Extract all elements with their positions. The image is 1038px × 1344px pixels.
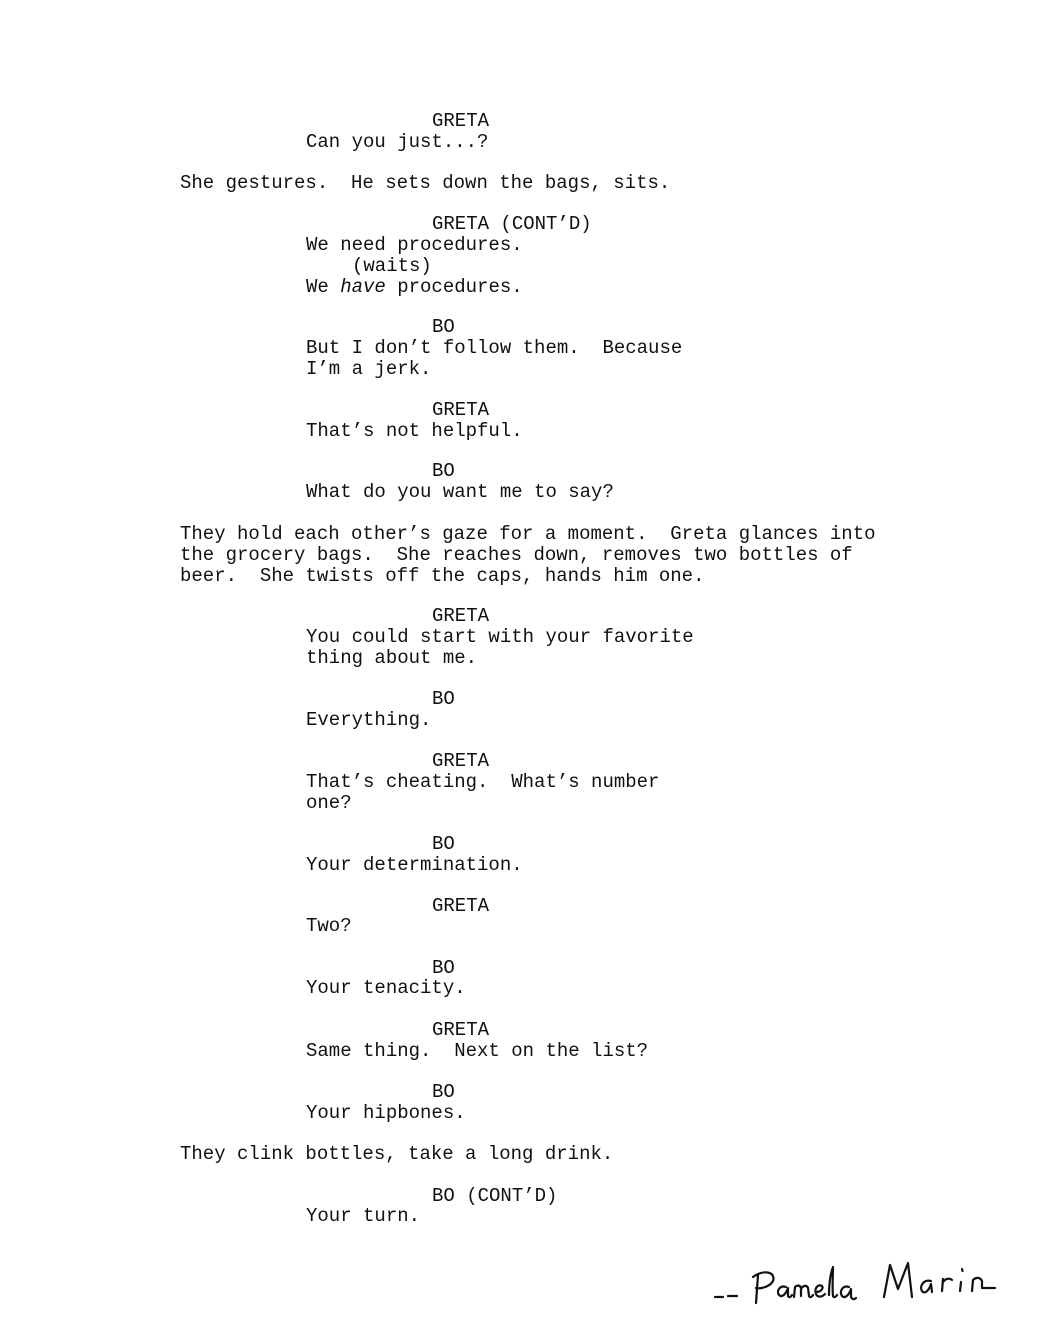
dialogue-line: one?: [306, 792, 352, 814]
character-cue: BO: [432, 460, 455, 482]
dialogue-line: That’s not helpful.: [306, 420, 523, 442]
dialogue-line: [306, 277, 523, 298]
character-cue: GRETA: [432, 750, 490, 772]
dialogue-line: Everything.: [306, 709, 432, 731]
dialogue-line: I’m a jerk.: [306, 358, 432, 380]
dialogue-text: procedures.: [385, 276, 523, 298]
handwritten-signature: [712, 1255, 1002, 1315]
character-cue: BO: [432, 1081, 455, 1103]
dialogue-line: Your tenacity.: [306, 977, 466, 999]
dialogue-line: thing about me.: [306, 647, 478, 669]
parenthetical: (waits): [352, 255, 432, 277]
dialogue-line: Your determination.: [306, 854, 523, 876]
character-cue: BO (CONT’D): [432, 1185, 558, 1207]
character-cue: GRETA: [432, 605, 490, 627]
dialogue-line: Your hipbones.: [306, 1102, 466, 1124]
dialogue-line: Same thing. Next on the list?: [306, 1040, 649, 1062]
dialogue-line: We need procedures.: [306, 234, 523, 256]
character-cue: GRETA: [432, 399, 490, 421]
dialogue-line: Two?: [306, 915, 352, 937]
dialogue-line: You could start with your favorite: [306, 626, 694, 648]
dialogue-line: What do you want me to say?: [306, 481, 614, 503]
action-line: They clink bottles, take a long drink.: [180, 1143, 614, 1165]
action-line: She gestures. He sets down the bags, sits.: [180, 172, 671, 194]
dialogue-text: We: [306, 276, 341, 298]
character-cue: GRETA: [432, 110, 490, 132]
dialogue-line: That’s cheating. What’s number: [306, 771, 660, 793]
character-cue: BO: [432, 957, 455, 979]
character-cue: BO: [432, 833, 455, 855]
dialogue-line: Your turn.: [306, 1205, 421, 1227]
action-line: the grocery bags. She reaches down, removes two bottles of: [180, 544, 853, 566]
dialogue-line: Can you just...?: [306, 131, 489, 153]
action-line: They hold each other’s gaze for a moment. Greta glances into: [180, 523, 876, 545]
character-cue: BO: [432, 688, 455, 710]
character-cue: BO: [432, 316, 455, 338]
character-cue: GRETA (CONT’D): [432, 213, 592, 235]
character-cue: GRETA: [432, 1019, 490, 1041]
emphasis-text: have: [340, 276, 386, 298]
action-line: beer. She twists off the caps, hands him one.: [180, 565, 705, 587]
character-cue: GRETA: [432, 895, 490, 917]
dialogue-line: But I don’t follow them. Because: [306, 337, 683, 359]
